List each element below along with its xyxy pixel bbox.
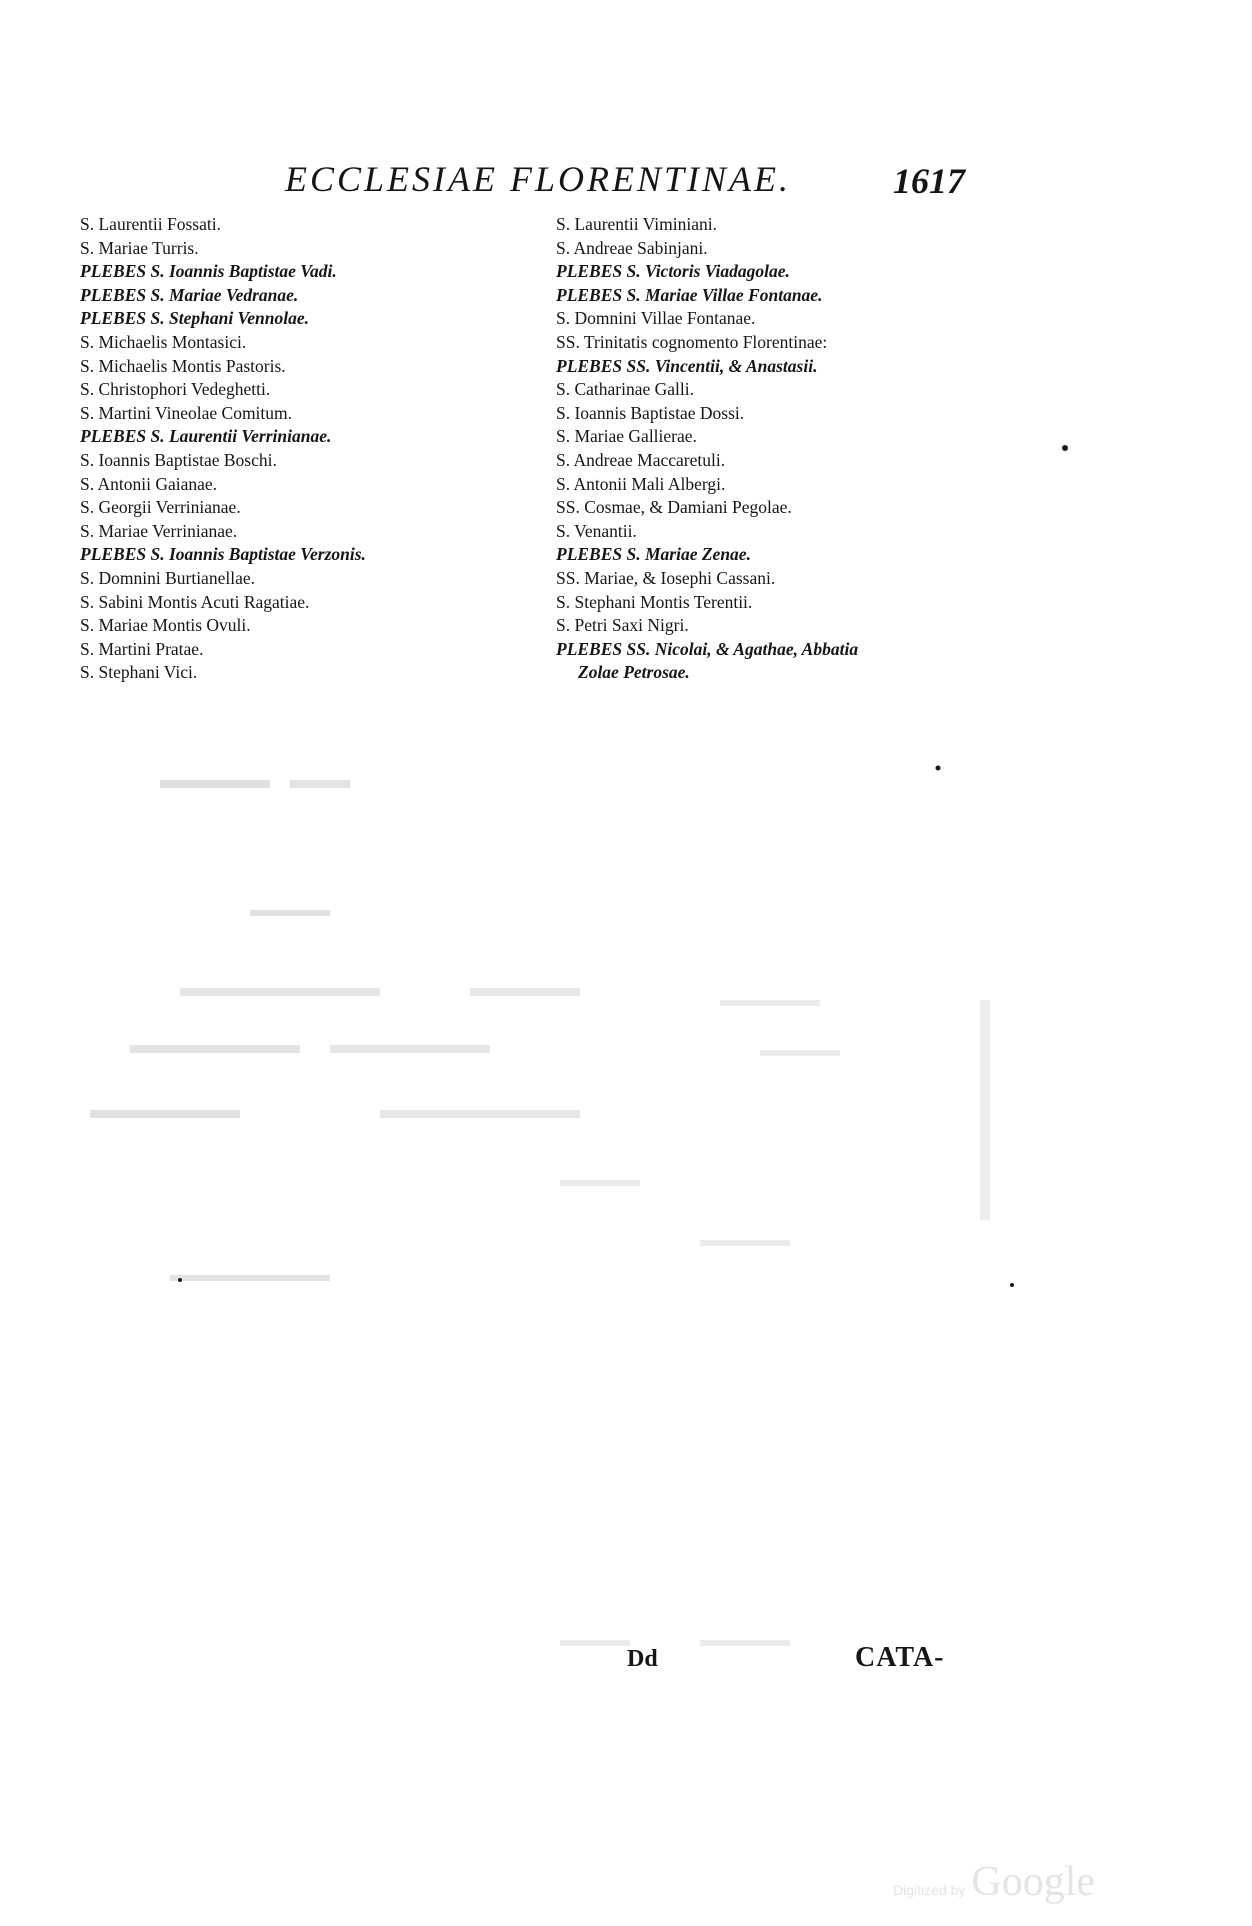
watermark-prefix: Digitized by [893, 1882, 966, 1898]
list-item: S. Stephani Montis Terentii. [556, 591, 753, 612]
list-item: PLEBES SS. Vincentii, & Anastasii. [556, 355, 818, 376]
list-item: PLEBES S. Victoris Viadagolae. [556, 261, 790, 282]
list-item: S. Christophori Vedeghetti. [80, 379, 271, 400]
page-number: 1617 [893, 161, 965, 201]
list-item: S. Domnini Villae Fontanae. [556, 308, 756, 329]
list-item: S. Martini Pratae. [80, 638, 204, 659]
list-item: S. Mariae Turris. [80, 237, 199, 258]
list-item: S. Mariae Verrinianae. [80, 520, 238, 541]
list-item: S. Laurentii Viminiani. [556, 214, 717, 234]
list-item: SS. Mariae, & Iosephi Cassani. [556, 567, 776, 588]
list-item: S. Laurentii Fossati. [80, 214, 221, 234]
list-item: SS. Cosmae, & Damiani Pegolae. [556, 497, 792, 518]
list-item: S. Catharinae Galli. [556, 379, 695, 400]
catchword: CATA- [855, 1642, 945, 1673]
list-item: S. Andreae Maccaretuli. [556, 449, 726, 470]
right-column-list [556, 213, 1016, 685]
list-item: S. Antonii Mali Albergi. [556, 473, 726, 494]
list-item: S. Antonii Gaianae. [80, 473, 218, 494]
left-column-list [80, 213, 550, 685]
list-item: PLEBES S. Stephani Vennolae. [80, 308, 310, 329]
list-item: PLEBES S. Ioannis Baptistae Vadi. [80, 261, 337, 282]
list-item: S. Ioannis Baptistae Dossi. [556, 402, 745, 423]
digitized-watermark [893, 1858, 1153, 1906]
list-item: SS. Trinitatis cognomento Florentinae: [556, 331, 828, 352]
list-item: PLEBES S. Mariae Zenae. [556, 544, 751, 565]
list-item: PLEBES S. Laurentii Verrinianae. [80, 426, 332, 447]
list-item: S. Andreae Sabinjani. [556, 237, 708, 258]
list-item: S. Mariae Montis Ovuli. [80, 615, 251, 636]
watermark-brand: Google [971, 1859, 1096, 1905]
list-item: S. Ioannis Baptistae Boschi. [80, 449, 277, 470]
list-item: S. Martini Vineolae Comitum. [80, 402, 293, 423]
list-item: PLEBES S. Mariae Villae Fontanae. [556, 284, 823, 305]
list-item: PLEBES S. Mariae Vedranae. [80, 284, 299, 305]
list-item: S. Stephani Vici. [80, 662, 198, 683]
signature-mark: Dd [627, 1646, 658, 1672]
list-item: S. Georgii Verrinianae. [80, 497, 241, 518]
list-item: Zolae Petrosae. [578, 662, 690, 683]
list-item: S. Sabini Montis Acuti Ragatiae. [80, 591, 310, 612]
list-item: S. Venantii. [556, 520, 637, 541]
list-item: S. Michaelis Montasici. [80, 331, 247, 352]
list-item: S. Domnini Burtianellae. [80, 567, 255, 588]
list-item: S. Mariae Gallierae. [556, 426, 697, 447]
list-item: S. Michaelis Montis Pastoris. [80, 355, 286, 376]
list-item: S. Petri Saxi Nigri. [556, 615, 689, 636]
running-title: ECCLESIAE FLORENTINAE. [285, 159, 791, 199]
list-item: PLEBES SS. Nicolai, & Agathae, Abbatia [556, 638, 859, 659]
list-item: PLEBES S. Ioannis Baptistae Verzonis. [80, 544, 366, 565]
